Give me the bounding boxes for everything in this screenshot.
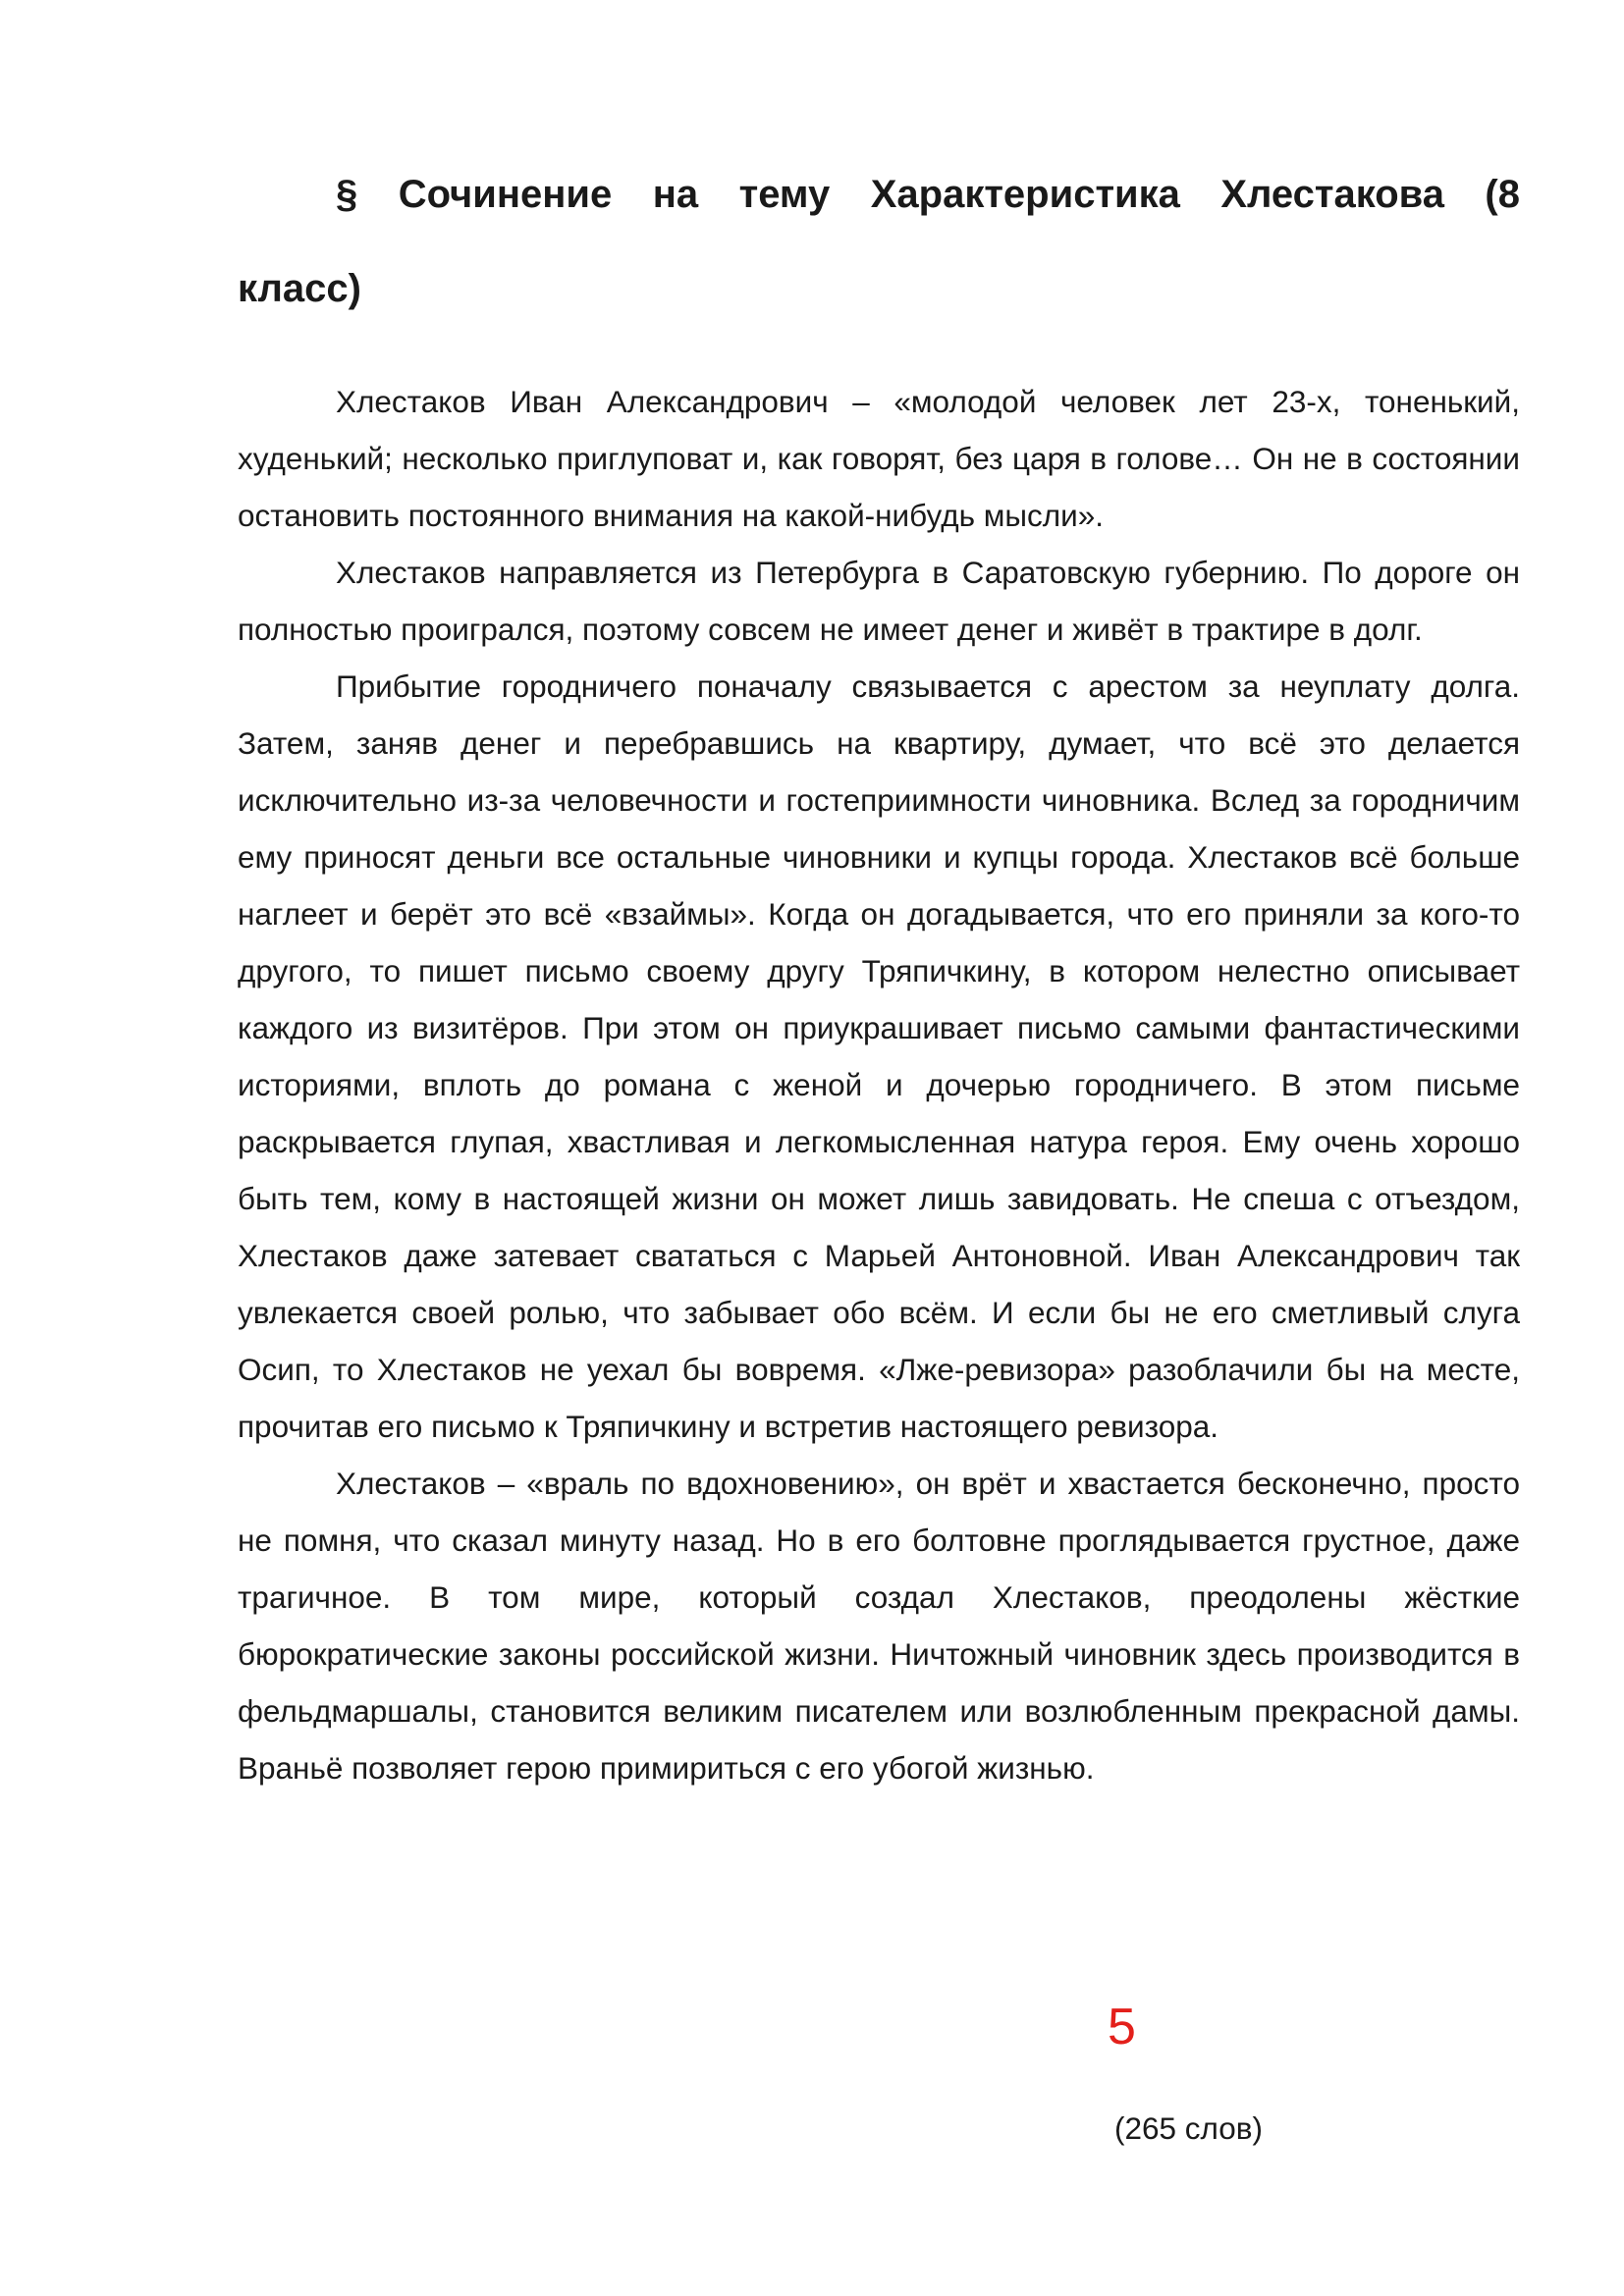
essay-body	[238, 373, 1520, 1796]
essay-title: § Сочинение на тему Характеристика Хлестакова (8 класс)	[238, 173, 1520, 310]
word-count: (265 слов)	[1114, 2110, 1264, 2146]
grade-mark: 5	[1108, 1999, 1136, 2056]
paragraph-3: Прибытие городничего поначалу связывается с арестом за неуплату долга. Затем, заняв денег и перебравшись на квартиру, думает, что всё это делается исключительно из-за человечности и гостеприимности чиновника. Вслед за городничим ему приносят деньги все остальные чиновники и купцы города. Хлестаков всё больше наглеет и берёт это всё «взаймы». Когда он догадывается, что его приняли за кого-то другого, то пишет письмо своему другу Тряпичкину, в котором нелестно описывает каждого из визитёров. При этом он приукрашивает письмо самыми фантастическими историями, вплоть до романа с женой и дочерью городничего. В этом письме раскрывается глупая, хвастливая и легкомысленная натура героя. Ему очень хорошо быть тем, кому в настоящей жизни он может лишь завидовать. Не спеша с отъездом, Хлестаков даже затевает свататься с Марьей Антоновной. Иван Александрович так увлекается своей ролью, что забывает обо всём. И если бы не его сметливый слуга Осип, то Хлестаков не уехал бы вовремя. «Лже-ревизора» разоблачили бы на месте, прочитав его письмо к Тряпичкину и встретив настоящего ревизора.	[238, 668, 1520, 1444]
essay-page	[238, 147, 1520, 1796]
paragraph-4: Хлестаков – «враль по вдохновению», он врёт и хвастается бесконечно, просто не помня, что сказал минуту назад. Но в его болтовне проглядывается грустное, даже трагичное. В том мире, который создал Хлестаков, преодолены жёсткие бюрократические законы российской жизни. Ничтожный чиновник здесь производится в фельдмаршалы, становится великим писателем или возлюбленным прекрасной дамы. Враньё позволяет герою примириться с его убогой жизнью.	[238, 1466, 1520, 1786]
paragraph-1: Хлестаков Иван Александрович – «молодой человек лет 23-х, тоненький, худенький; несколько приглуповат и, как говорят, без царя в голове… Он не в состоянии остановить постоянного внимания на какой-нибудь мысли».	[238, 384, 1520, 533]
paragraph-2: Хлестаков направляется из Петербурга в Саратовскую губернию. По дороге он полностью проигрался, поэтому совсем не имеет денег и живёт в трактире в долг.	[238, 555, 1520, 647]
